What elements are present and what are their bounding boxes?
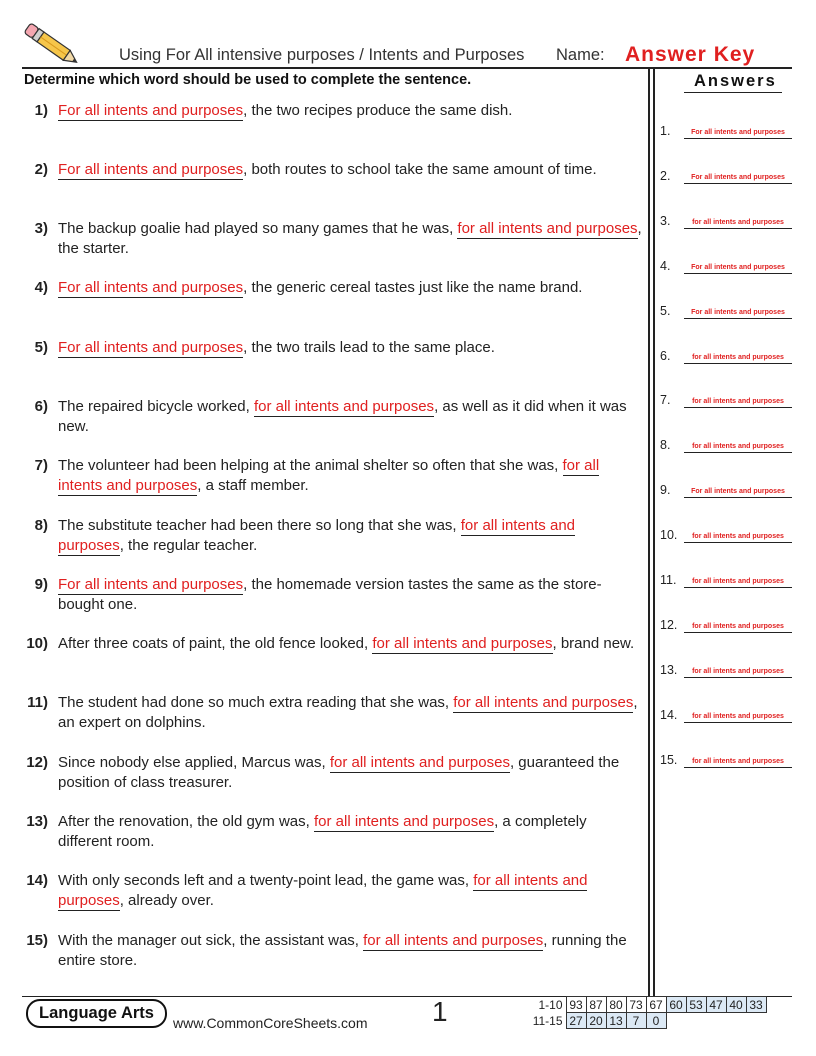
answer-number: 14. [660, 707, 678, 722]
question-number: 5) [34, 339, 48, 356]
answers-heading: Answers [694, 72, 777, 90]
answer-line [684, 452, 792, 453]
answer-number: 7. [660, 393, 671, 408]
question-text-after: , as well as it did when it was new. [58, 398, 627, 435]
answer-number: 3. [660, 213, 671, 228]
answer-line [684, 318, 792, 319]
question-answer: for all intents and purposes [313, 813, 495, 830]
score-cell: 27 [566, 1013, 586, 1029]
answer-line [684, 632, 792, 633]
answer-line [684, 407, 792, 408]
answer-line [684, 677, 792, 678]
score-cell: 53 [686, 997, 706, 1013]
score-cell: 13 [606, 1013, 626, 1029]
question-number: 10) [26, 635, 48, 652]
answer-line [684, 228, 792, 229]
question-text [58, 634, 642, 654]
question-text-before: The student had done so much extra reading that she was, [58, 694, 454, 711]
question-text-before: The repaired bicycle worked, [58, 398, 254, 415]
score-cell: 20 [586, 1013, 606, 1029]
answer-slot [660, 304, 792, 320]
question-text-before: The volunteer had been helping at the animal shelter so often that she was, [58, 457, 563, 474]
question-text-after: , a staff member. [197, 476, 309, 494]
score-cell: 0 [646, 1013, 666, 1029]
answer-value: for all intents and purposes [692, 578, 784, 585]
question-answer: for all intents and purposes [457, 220, 638, 237]
question-text-after: , both routes to school take the same amount of time. [243, 161, 597, 178]
question-text [58, 753, 642, 792]
question-item [22, 812, 642, 851]
score-cell-empty [726, 1013, 746, 1029]
question-number: 4) [34, 279, 48, 296]
answer-slot [660, 573, 792, 589]
question-item [22, 516, 642, 555]
question-number: 1) [34, 102, 48, 119]
answer-slot [660, 259, 792, 275]
answer-slot [660, 393, 792, 409]
worksheet-title: Using For All intensive purposes / Intents and Purposes [119, 46, 525, 64]
answer-slot [660, 169, 792, 185]
question-text-before: The backup goalie had played so many games that he was, [58, 220, 458, 237]
answer-number: 4. [660, 258, 671, 273]
answer-line [684, 587, 792, 588]
question-text [58, 456, 642, 495]
question-text [58, 101, 642, 121]
question-item [22, 456, 642, 495]
answer-line [684, 138, 792, 139]
score-cell: 93 [566, 997, 586, 1013]
question-number: 12) [26, 754, 48, 771]
answer-value: For all intents and purposes [691, 488, 785, 496]
question-number: 6) [34, 398, 48, 415]
score-cell-empty [686, 1013, 706, 1029]
question-text [58, 871, 642, 910]
name-label: Name: [556, 46, 605, 64]
question-text-after: , the two recipes produce the same dish. [243, 102, 513, 119]
question-item [22, 693, 642, 732]
question-item [22, 160, 642, 180]
score-cell: 67 [646, 997, 666, 1013]
answer-line [684, 497, 792, 498]
question-text-after: , the generic cereal tastes just like the name brand. [243, 279, 583, 296]
answer-slot [660, 438, 792, 454]
page-number: 1 [432, 996, 448, 1027]
question-number: 15) [26, 932, 48, 949]
score-row [528, 997, 766, 1013]
score-cell: 7 [626, 1013, 646, 1029]
answer-slot [660, 214, 792, 230]
answer-value: For all intents and purposes [691, 263, 785, 271]
answer-slot [660, 708, 792, 724]
question-number: 11) [27, 694, 48, 711]
score-cell-empty [706, 1013, 726, 1029]
answer-value: for all intents and purposes [692, 667, 784, 675]
answer-number: 15. [660, 752, 678, 767]
answer-slot [660, 349, 792, 365]
question-number: 9) [34, 576, 48, 593]
column-divider [653, 68, 655, 996]
question-answer: For all intents and purposes [58, 339, 244, 356]
score-row [528, 1013, 766, 1029]
score-cell: 87 [586, 997, 606, 1013]
question-item [22, 871, 642, 910]
question-answer: for all intents and purposes [58, 517, 576, 554]
question-text-after: , the regular teacher. [119, 536, 258, 554]
question-item [22, 634, 642, 654]
score-cell-empty [746, 1013, 766, 1029]
question-answer: for all intents and purposes [372, 635, 553, 652]
answer-number: 8. [660, 438, 671, 453]
question-number: 3) [34, 220, 48, 237]
answer-slot [660, 618, 792, 634]
question-text-before: With only seconds left and a twenty-point lead, the game was, [58, 872, 474, 889]
answer-line [684, 363, 792, 364]
answer-value: For all intents and purposes [691, 173, 785, 181]
answer-key-label: Answer Key [625, 43, 756, 66]
answer-line [684, 183, 792, 184]
answer-value: for all intents and purposes [692, 218, 784, 226]
answer-number: 13. [660, 662, 678, 677]
question-item [22, 278, 642, 298]
answer-value: for all intents and purposes [692, 353, 784, 361]
question-text-before: With the manager out sick, the assistant was, [58, 932, 364, 949]
score-cell: 47 [706, 997, 726, 1013]
question-text-after: , the two trails lead to the same place. [243, 339, 495, 356]
question-answer: for all intents and purposes [453, 694, 634, 711]
question-answer: For all intents and purposes [58, 161, 244, 178]
answer-number: 5. [660, 303, 671, 318]
question-text [58, 219, 642, 258]
question-text [58, 160, 642, 180]
question-number: 13) [26, 813, 48, 830]
question-text-after: , brand new. [552, 635, 635, 652]
question-text-after: , a completely different room. [58, 813, 587, 850]
answer-number: 12. [660, 617, 678, 632]
score-cell: 80 [606, 997, 626, 1013]
question-item [22, 338, 642, 358]
answer-value: for all intents and purposes [692, 533, 784, 541]
answer-number: 1. [660, 124, 671, 138]
answers-heading-underline [684, 92, 782, 93]
question-answer: for all intents and purposes [253, 398, 435, 415]
question-number: 8) [34, 517, 48, 534]
answer-number: 10. [660, 528, 678, 543]
question-item [22, 575, 642, 614]
answer-slot [660, 483, 792, 499]
subject-badge: Language Arts [26, 999, 167, 1028]
question-text-after: , running the entire store. [58, 932, 627, 969]
answer-number: 2. [660, 168, 671, 183]
answer-line [684, 273, 792, 274]
question-text [58, 338, 642, 358]
question-text [58, 278, 642, 298]
question-text-after: , the starter. [58, 220, 642, 257]
question-text-before: After three coats of paint, the old fence looked, [58, 635, 373, 652]
question-answer: for all intents and purposes [363, 932, 544, 949]
answer-line [684, 767, 792, 768]
question-text [58, 575, 642, 614]
score-table [528, 996, 767, 1029]
question-answer: For all intents and purposes [58, 102, 244, 119]
header-divider [22, 67, 792, 69]
column-divider [648, 68, 650, 996]
answer-slot [660, 124, 792, 140]
answer-number: 6. [660, 348, 671, 363]
question-number: 2) [34, 161, 48, 178]
pencil-icon [20, 22, 84, 68]
question-answer: For all intents and purposes [58, 576, 244, 593]
score-cell: 60 [666, 997, 686, 1013]
instructions: Determine which word should be used to complete the sentence. [24, 72, 472, 88]
question-text-before: The substitute teacher had been there so long that she was, [58, 517, 461, 534]
answer-value: for all intents and purposes [692, 398, 784, 406]
question-text [58, 931, 642, 970]
answer-number: 9. [660, 483, 671, 498]
question-text [58, 812, 642, 851]
answer-line [684, 722, 792, 723]
question-text-after: , an expert on dolphins. [58, 694, 638, 731]
question-text [58, 397, 642, 436]
website-url: www.CommonCoreSheets.com [173, 1015, 368, 1031]
answer-slot [660, 528, 792, 544]
question-item [22, 219, 642, 258]
answer-value: For all intents and purposes [691, 129, 785, 136]
score-row-label: 1-10 [538, 997, 563, 1012]
answer-value: for all intents and purposes [692, 712, 784, 720]
score-cell: 73 [626, 997, 646, 1013]
question-text-after: , already over. [119, 891, 214, 909]
answer-number: 11. [660, 573, 677, 587]
question-text-after: , the homemade version tastes the same as the store-bought one. [58, 576, 602, 613]
question-text-before: After the renovation, the old gym was, [58, 813, 314, 830]
question-item [22, 101, 642, 121]
answer-value: For all intents and purposes [691, 308, 785, 316]
answer-value: for all intents and purposes [692, 757, 784, 765]
score-row-label: 11-15 [532, 1013, 563, 1028]
score-cell: 33 [746, 997, 766, 1013]
answer-line [684, 542, 792, 543]
question-text-before: Since nobody else applied, Marcus was, [58, 754, 330, 771]
answer-value: for all intents and purposes [692, 622, 784, 630]
question-number: 7) [34, 457, 48, 474]
question-item [22, 397, 642, 436]
question-text [58, 516, 642, 555]
question-item [22, 931, 642, 970]
answer-slot [660, 753, 792, 769]
score-cell: 40 [726, 997, 746, 1013]
question-item [22, 753, 642, 792]
question-text [58, 693, 642, 732]
question-answer: for all intents and purposes [329, 754, 510, 771]
question-answer: for all intents and purposes [58, 872, 588, 909]
answer-value: for all intents and purposes [692, 443, 784, 451]
answer-slot [660, 663, 792, 679]
question-answer: for all intents and purposes [58, 457, 600, 494]
question-number: 14) [26, 872, 48, 889]
question-answer: For all intents and purposes [58, 279, 244, 296]
question-text-after: , guaranteed the position of class treasurer. [58, 754, 620, 791]
score-cell-empty [666, 1013, 686, 1029]
